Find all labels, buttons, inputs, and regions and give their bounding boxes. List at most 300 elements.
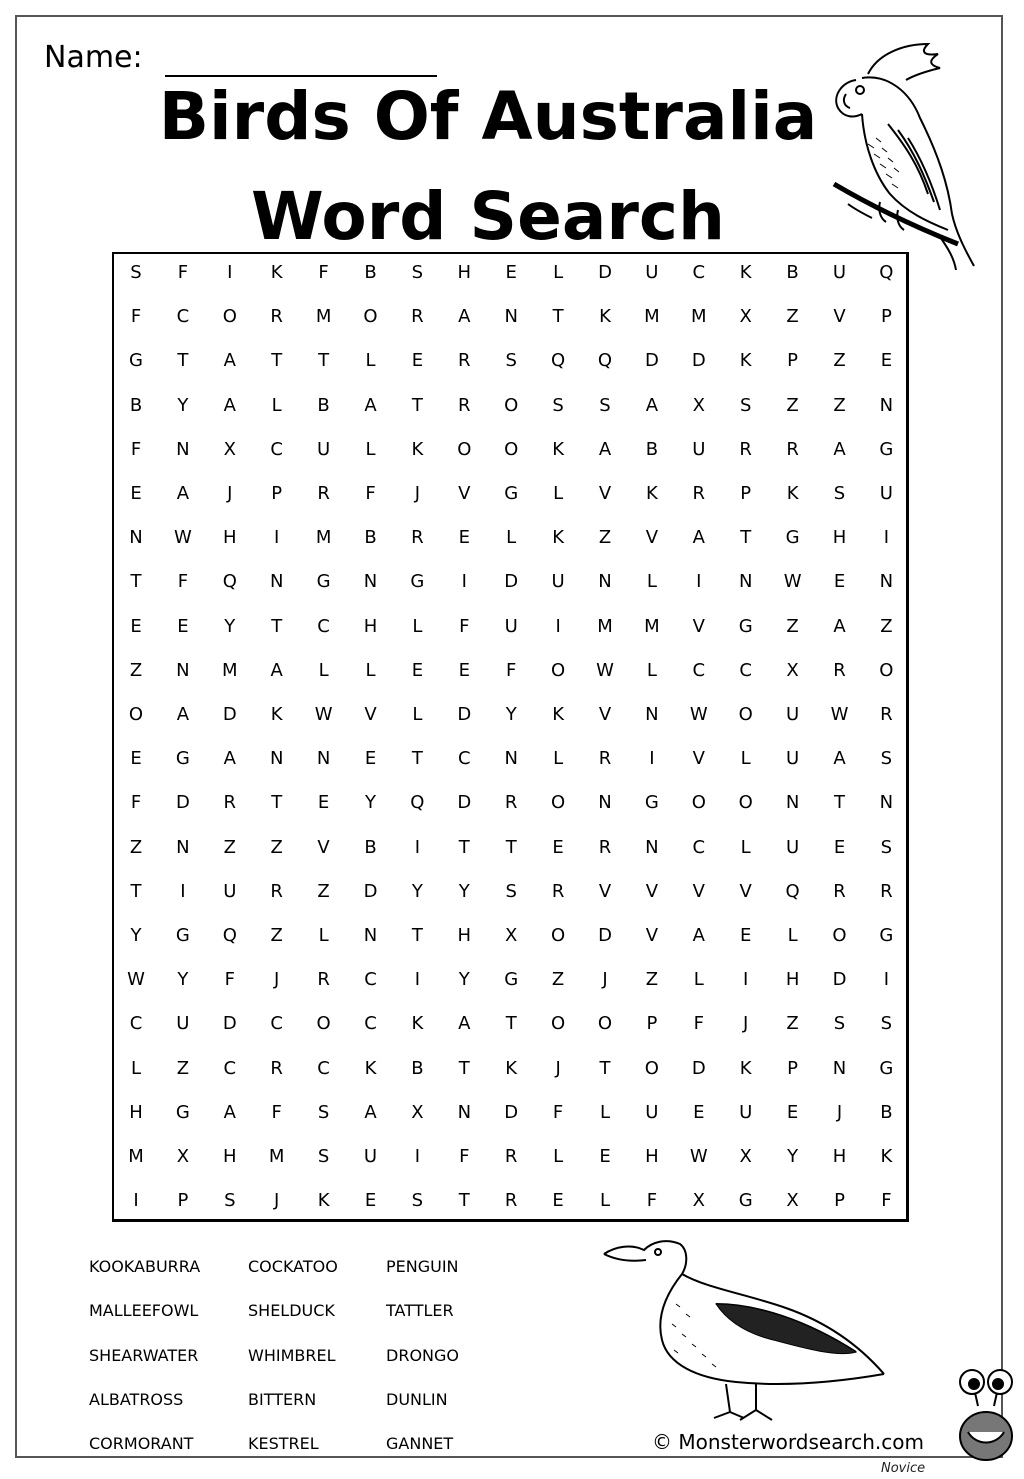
grid-letter[interactable]: A: [833, 615, 846, 637]
grid-letter[interactable]: J: [555, 1057, 561, 1079]
grid-letter[interactable]: M: [222, 659, 238, 681]
grid-letter[interactable]: G: [785, 527, 800, 549]
grid-letter[interactable]: B: [317, 394, 330, 416]
grid-letter[interactable]: D: [691, 350, 706, 372]
grid-letter[interactable]: N: [879, 792, 894, 814]
grid-letter[interactable]: O: [504, 438, 519, 460]
grid-letter[interactable]: V: [458, 483, 471, 504]
grid-letter[interactable]: Z: [317, 880, 330, 902]
grid-letter[interactable]: J: [836, 1101, 843, 1123]
grid-letter[interactable]: K: [880, 1146, 893, 1167]
grid-letter[interactable]: E: [130, 748, 142, 770]
grid-letter[interactable]: I: [414, 969, 421, 991]
grid-letter[interactable]: O: [551, 792, 566, 814]
grid-letter[interactable]: S: [739, 394, 752, 416]
grid-letter[interactable]: U: [504, 615, 518, 637]
grid-letter[interactable]: N: [363, 571, 378, 593]
grid-letter[interactable]: A: [223, 1101, 236, 1123]
grid-letter[interactable]: K: [364, 1057, 377, 1079]
grid-letter[interactable]: W: [689, 1146, 708, 1167]
grid-letter[interactable]: F: [693, 1013, 704, 1035]
grid-letter[interactable]: E: [130, 483, 142, 504]
grid-letter[interactable]: Z: [270, 836, 283, 858]
grid-letter[interactable]: Y: [787, 1146, 799, 1167]
grid-letter[interactable]: P: [177, 1190, 189, 1212]
grid-letter[interactable]: A: [692, 925, 705, 946]
grid-letter[interactable]: V: [598, 880, 612, 902]
grid-letter[interactable]: L: [365, 438, 376, 460]
grid-letter[interactable]: F: [459, 1146, 470, 1167]
grid-letter[interactable]: K: [739, 350, 752, 372]
grid-letter[interactable]: Z: [129, 659, 143, 681]
grid-letter[interactable]: L: [506, 527, 517, 549]
grid-letter[interactable]: N: [504, 306, 518, 328]
grid-letter[interactable]: O: [551, 1013, 566, 1035]
grid-letter[interactable]: U: [176, 1013, 190, 1035]
grid-letter[interactable]: O: [879, 659, 894, 681]
grid-letter[interactable]: D: [504, 571, 519, 593]
grid-letter[interactable]: D: [175, 792, 190, 814]
grid-letter[interactable]: A: [176, 483, 190, 504]
grid-letter[interactable]: X: [176, 1146, 190, 1167]
grid-letter[interactable]: V: [645, 527, 659, 549]
grid-letter[interactable]: K: [317, 1190, 330, 1212]
grid-letter[interactable]: U: [363, 1146, 378, 1167]
grid-letter[interactable]: U: [786, 748, 800, 770]
grid-letter[interactable]: G: [175, 748, 190, 770]
grid-letter[interactable]: W: [689, 704, 708, 725]
grid-letter[interactable]: U: [739, 1101, 753, 1123]
grid-letter[interactable]: S: [833, 1013, 846, 1035]
grid-letter[interactable]: X: [505, 925, 518, 946]
grid-letter[interactable]: Z: [786, 615, 799, 637]
grid-letter[interactable]: D: [832, 969, 847, 991]
grid-letter[interactable]: F: [552, 1101, 564, 1123]
grid-letter[interactable]: H: [223, 1146, 237, 1167]
grid-letter[interactable]: K: [411, 438, 424, 460]
grid-letter[interactable]: T: [130, 880, 142, 902]
grid-letter[interactable]: B: [129, 394, 143, 416]
grid-letter[interactable]: J: [414, 483, 421, 504]
grid-letter[interactable]: N: [176, 659, 190, 681]
grid-letter[interactable]: F: [318, 262, 329, 283]
grid-letter[interactable]: I: [274, 527, 280, 549]
grid-letter[interactable]: Y: [411, 880, 423, 902]
grid-letter[interactable]: T: [130, 571, 142, 593]
grid-letter[interactable]: M: [644, 615, 660, 637]
grid-letter[interactable]: G: [879, 1057, 894, 1079]
grid-letter[interactable]: I: [227, 262, 233, 283]
grid-letter[interactable]: L: [693, 969, 704, 991]
grid-letter[interactable]: N: [363, 925, 378, 946]
grid-letter[interactable]: A: [692, 527, 705, 549]
grid-letter[interactable]: J: [227, 483, 233, 504]
grid-letter[interactable]: S: [880, 836, 893, 858]
grid-letter[interactable]: C: [458, 748, 471, 770]
grid-letter[interactable]: C: [739, 659, 752, 681]
grid-letter[interactable]: I: [883, 527, 890, 549]
grid-letter[interactable]: U: [879, 483, 893, 504]
grid-letter[interactable]: O: [222, 306, 237, 328]
grid-letter[interactable]: V: [598, 483, 612, 504]
grid-letter[interactable]: Z: [129, 836, 143, 858]
grid-letter[interactable]: J: [274, 969, 280, 991]
grid-letter[interactable]: L: [553, 1146, 564, 1167]
grid-letter[interactable]: L: [365, 659, 376, 681]
grid-letter[interactable]: H: [785, 969, 800, 991]
grid-letter[interactable]: I: [555, 615, 561, 637]
grid-letter[interactable]: A: [458, 1013, 471, 1035]
grid-letter[interactable]: Z: [270, 925, 283, 946]
grid-letter[interactable]: G: [738, 615, 753, 637]
grid-letter[interactable]: E: [130, 615, 142, 637]
grid-letter[interactable]: T: [458, 1190, 470, 1212]
grid-letter[interactable]: N: [176, 836, 190, 858]
grid-letter[interactable]: P: [646, 1013, 658, 1035]
grid-letter[interactable]: L: [553, 262, 564, 283]
grid-letter[interactable]: I: [133, 1190, 139, 1212]
grid-letter[interactable]: U: [645, 262, 659, 283]
grid-letter[interactable]: A: [645, 394, 659, 416]
grid-letter[interactable]: N: [504, 748, 518, 770]
grid-letter[interactable]: D: [363, 880, 378, 902]
grid-letter[interactable]: E: [364, 748, 377, 770]
grid-letter[interactable]: M: [644, 306, 660, 328]
grid-letter[interactable]: E: [786, 1101, 799, 1123]
grid-letter[interactable]: Z: [551, 969, 565, 991]
grid-letter[interactable]: S: [880, 1013, 893, 1035]
grid-letter[interactable]: L: [740, 836, 751, 858]
grid-letter[interactable]: L: [599, 1101, 611, 1123]
grid-letter[interactable]: W: [596, 659, 614, 681]
grid-letter[interactable]: Y: [177, 969, 189, 991]
grid-letter[interactable]: E: [458, 527, 470, 549]
grid-letter[interactable]: X: [223, 438, 236, 460]
grid-letter[interactable]: M: [128, 1146, 144, 1167]
grid-letter[interactable]: N: [645, 704, 659, 725]
grid-letter[interactable]: Z: [833, 394, 846, 416]
grid-letter[interactable]: E: [364, 1190, 377, 1212]
grid-letter[interactable]: P: [787, 350, 799, 372]
grid-letter[interactable]: E: [411, 659, 424, 681]
grid-letter[interactable]: G: [504, 483, 519, 504]
grid-letter[interactable]: Z: [880, 615, 893, 637]
grid-letter[interactable]: Z: [786, 306, 799, 328]
grid-letter[interactable]: N: [738, 571, 753, 593]
grid-letter[interactable]: J: [274, 1190, 280, 1212]
grid-letter[interactable]: E: [833, 571, 846, 593]
grid-letter[interactable]: O: [644, 1057, 659, 1079]
grid-letter[interactable]: T: [458, 836, 470, 858]
grid-letter[interactable]: U: [786, 836, 800, 858]
grid-letter[interactable]: P: [271, 483, 283, 504]
grid-letter[interactable]: K: [739, 1057, 752, 1079]
grid-letter[interactable]: G: [175, 925, 190, 946]
grid-letter[interactable]: K: [270, 262, 283, 283]
grid-letter[interactable]: C: [692, 659, 706, 681]
grid-letter[interactable]: U: [832, 262, 847, 283]
grid-letter[interactable]: E: [599, 1146, 611, 1167]
grid-letter[interactable]: N: [316, 748, 331, 770]
grid-letter[interactable]: Y: [365, 792, 376, 814]
grid-letter[interactable]: Q: [222, 925, 237, 946]
grid-letter[interactable]: N: [598, 792, 612, 814]
grid-letter[interactable]: W: [314, 704, 333, 725]
grid-letter[interactable]: L: [318, 925, 329, 946]
grid-letter[interactable]: X: [786, 659, 799, 681]
grid-letter[interactable]: T: [458, 1057, 470, 1079]
grid-letter[interactable]: Z: [786, 394, 799, 416]
grid-letter[interactable]: E: [458, 659, 470, 681]
grid-letter[interactable]: D: [598, 925, 612, 946]
grid-letter[interactable]: S: [411, 262, 424, 283]
grid-letter[interactable]: M: [315, 306, 332, 328]
grid-letter[interactable]: H: [129, 1101, 143, 1123]
grid-letter[interactable]: F: [646, 1190, 658, 1212]
grid-letter[interactable]: K: [645, 483, 658, 504]
grid-letter[interactable]: J: [602, 969, 608, 991]
grid-letter[interactable]: F: [177, 262, 189, 283]
grid-letter[interactable]: K: [505, 1057, 518, 1079]
grid-letter[interactable]: V: [364, 704, 377, 725]
grid-letter[interactable]: R: [739, 438, 752, 460]
grid-letter[interactable]: O: [551, 925, 566, 946]
grid-letter[interactable]: C: [270, 438, 283, 460]
grid-letter[interactable]: V: [739, 880, 752, 902]
grid-letter[interactable]: N: [832, 1057, 847, 1079]
grid-letter[interactable]: T: [599, 1057, 611, 1079]
grid-letter[interactable]: O: [128, 704, 144, 725]
grid-letter[interactable]: R: [598, 748, 612, 770]
grid-letter[interactable]: X: [411, 1101, 424, 1123]
grid-letter[interactable]: G: [504, 969, 519, 991]
grid-letter[interactable]: A: [458, 306, 471, 328]
grid-letter[interactable]: K: [599, 306, 611, 328]
grid-letter[interactable]: L: [365, 350, 376, 372]
grid-letter[interactable]: O: [597, 1013, 613, 1035]
grid-letter[interactable]: T: [271, 615, 283, 637]
grid-letter[interactable]: G: [879, 925, 894, 946]
grid-letter[interactable]: X: [739, 306, 752, 328]
grid-letter[interactable]: R: [504, 1190, 518, 1212]
grid-letter[interactable]: E: [505, 262, 517, 283]
grid-letter[interactable]: A: [223, 394, 236, 416]
grid-letter[interactable]: S: [224, 1190, 236, 1212]
grid-letter[interactable]: F: [177, 571, 189, 593]
grid-letter[interactable]: S: [552, 394, 564, 416]
grid-letter[interactable]: H: [832, 527, 847, 549]
grid-letter[interactable]: Y: [224, 615, 236, 637]
grid-letter[interactable]: N: [879, 571, 894, 593]
grid-letter[interactable]: X: [786, 1190, 799, 1212]
grid-letter[interactable]: K: [270, 704, 283, 725]
grid-letter[interactable]: R: [551, 880, 565, 902]
grid-letter[interactable]: Q: [879, 262, 894, 283]
grid-letter[interactable]: V: [692, 615, 705, 637]
grid-letter[interactable]: L: [271, 394, 282, 416]
grid-letter[interactable]: Y: [130, 925, 142, 946]
grid-letter[interactable]: V: [598, 704, 612, 725]
grid-letter[interactable]: D: [598, 262, 612, 283]
grid-letter[interactable]: U: [223, 880, 237, 902]
grid-letter[interactable]: L: [318, 659, 329, 681]
grid-letter[interactable]: J: [743, 1013, 749, 1035]
grid-letter[interactable]: K: [786, 483, 799, 504]
grid-letter[interactable]: Z: [598, 527, 612, 549]
grid-letter[interactable]: R: [270, 880, 283, 902]
grid-letter[interactable]: G: [410, 571, 425, 593]
grid-letter[interactable]: V: [833, 306, 846, 328]
grid-letter[interactable]: D: [691, 1057, 706, 1079]
grid-letter[interactable]: F: [506, 659, 517, 681]
grid-letter[interactable]: X: [739, 1146, 752, 1167]
grid-letter[interactable]: V: [317, 836, 330, 858]
grid-letter[interactable]: O: [316, 1013, 331, 1035]
grid-letter[interactable]: C: [364, 1013, 377, 1035]
grid-letter[interactable]: Q: [222, 571, 237, 593]
grid-letter[interactable]: R: [270, 306, 283, 328]
grid-letter[interactable]: R: [458, 350, 471, 372]
grid-letter[interactable]: H: [645, 1146, 659, 1167]
grid-letter[interactable]: L: [412, 615, 423, 637]
grid-letter[interactable]: R: [692, 483, 706, 504]
grid-letter[interactable]: G: [738, 1190, 753, 1212]
grid-letter[interactable]: F: [224, 969, 235, 991]
grid-letter[interactable]: O: [691, 792, 706, 814]
grid-letter[interactable]: P: [834, 1190, 845, 1212]
grid-letter[interactable]: V: [692, 748, 705, 770]
grid-letter[interactable]: N: [176, 438, 190, 460]
grid-letter[interactable]: C: [692, 836, 706, 858]
grid-letter[interactable]: W: [830, 704, 849, 725]
grid-letter[interactable]: Z: [645, 969, 659, 991]
grid-letter[interactable]: A: [223, 350, 236, 372]
grid-letter[interactable]: U: [551, 571, 565, 593]
grid-letter[interactable]: L: [646, 659, 657, 681]
grid-letter[interactable]: E: [740, 925, 752, 946]
grid-letter[interactable]: A: [598, 438, 612, 460]
grid-letter[interactable]: F: [881, 1190, 892, 1212]
grid-letter[interactable]: I: [414, 1146, 421, 1167]
grid-letter[interactable]: F: [130, 438, 142, 460]
grid-letter[interactable]: T: [505, 1013, 517, 1035]
grid-letter[interactable]: C: [692, 262, 706, 283]
grid-letter[interactable]: T: [834, 792, 845, 814]
grid-letter[interactable]: N: [645, 836, 659, 858]
grid-letter[interactable]: D: [222, 1013, 237, 1035]
grid-letter[interactable]: V: [645, 880, 659, 902]
grid-letter[interactable]: U: [645, 1101, 659, 1123]
grid-letter[interactable]: R: [598, 836, 612, 858]
grid-letter[interactable]: N: [269, 748, 284, 770]
grid-letter[interactable]: R: [504, 1146, 518, 1167]
grid-letter[interactable]: O: [832, 925, 847, 946]
grid-letter[interactable]: O: [738, 792, 753, 814]
grid-letter[interactable]: R: [504, 792, 518, 814]
grid-letter[interactable]: W: [127, 969, 145, 991]
grid-letter[interactable]: B: [786, 262, 799, 283]
grid-letter[interactable]: G: [129, 350, 143, 372]
grid-letter[interactable]: P: [787, 1057, 799, 1079]
grid-letter[interactable]: A: [364, 394, 377, 416]
grid-letter[interactable]: U: [317, 438, 331, 460]
grid-letter[interactable]: N: [598, 571, 612, 593]
grid-letter[interactable]: T: [740, 527, 752, 549]
grid-letter[interactable]: I: [461, 571, 467, 593]
grid-letter[interactable]: R: [880, 704, 893, 725]
grid-letter[interactable]: B: [364, 527, 377, 549]
grid-letter[interactable]: X: [692, 394, 705, 416]
grid-letter[interactable]: L: [599, 1190, 611, 1212]
grid-letter[interactable]: C: [176, 306, 190, 328]
grid-letter[interactable]: K: [739, 262, 752, 283]
grid-letter[interactable]: A: [833, 748, 846, 770]
grid-letter[interactable]: O: [457, 438, 472, 460]
grid-letter[interactable]: T: [411, 748, 423, 770]
grid-letter[interactable]: C: [317, 1057, 330, 1079]
grid-letter[interactable]: L: [553, 483, 564, 504]
grid-letter[interactable]: V: [692, 880, 705, 902]
grid-letter[interactable]: I: [180, 880, 186, 902]
grid-letter[interactable]: E: [833, 836, 846, 858]
grid-letter[interactable]: T: [411, 394, 423, 416]
grid-letter[interactable]: S: [130, 262, 142, 283]
grid-letter[interactable]: R: [833, 659, 846, 681]
grid-letter[interactable]: Q: [597, 350, 613, 372]
grid-letter[interactable]: P: [880, 306, 892, 328]
grid-letter[interactable]: M: [268, 1146, 285, 1167]
grid-letter[interactable]: L: [412, 704, 423, 725]
grid-letter[interactable]: R: [833, 880, 846, 902]
grid-letter[interactable]: F: [130, 792, 142, 814]
grid-letter[interactable]: P: [740, 483, 752, 504]
grid-letter[interactable]: Z: [833, 350, 846, 372]
name-input-line[interactable]: [165, 75, 437, 77]
grid-letter[interactable]: H: [223, 527, 237, 549]
grid-letter[interactable]: Q: [410, 792, 425, 814]
grid-letter[interactable]: D: [504, 1101, 519, 1123]
grid-letter[interactable]: L: [646, 571, 657, 593]
grid-letter[interactable]: I: [696, 571, 702, 593]
grid-letter[interactable]: L: [130, 1057, 142, 1079]
grid-letter[interactable]: X: [692, 1190, 705, 1212]
grid-letter[interactable]: I: [743, 969, 749, 991]
grid-letter[interactable]: T: [177, 350, 189, 372]
grid-letter[interactable]: Z: [223, 836, 236, 858]
grid-letter[interactable]: B: [880, 1101, 893, 1123]
grid-letter[interactable]: Y: [458, 969, 470, 991]
grid-letter[interactable]: F: [130, 306, 142, 328]
grid-letter[interactable]: A: [176, 704, 190, 725]
grid-letter[interactable]: M: [315, 527, 332, 549]
grid-letter[interactable]: A: [833, 438, 846, 460]
grid-letter[interactable]: S: [317, 1101, 330, 1123]
grid-letter[interactable]: N: [879, 394, 894, 416]
grid-letter[interactable]: F: [271, 1101, 282, 1123]
grid-letter[interactable]: I: [649, 748, 655, 770]
grid-letter[interactable]: W: [173, 527, 192, 549]
grid-letter[interactable]: E: [411, 350, 424, 372]
grid-letter[interactable]: R: [317, 483, 330, 504]
grid-letter[interactable]: R: [223, 792, 237, 814]
grid-letter[interactable]: A: [223, 748, 236, 770]
grid-letter[interactable]: L: [553, 748, 564, 770]
grid-letter[interactable]: B: [364, 836, 377, 858]
grid-letter[interactable]: O: [551, 659, 566, 681]
grid-letter[interactable]: W: [783, 571, 802, 593]
grid-letter[interactable]: C: [317, 615, 330, 637]
grid-letter[interactable]: E: [693, 1101, 705, 1123]
